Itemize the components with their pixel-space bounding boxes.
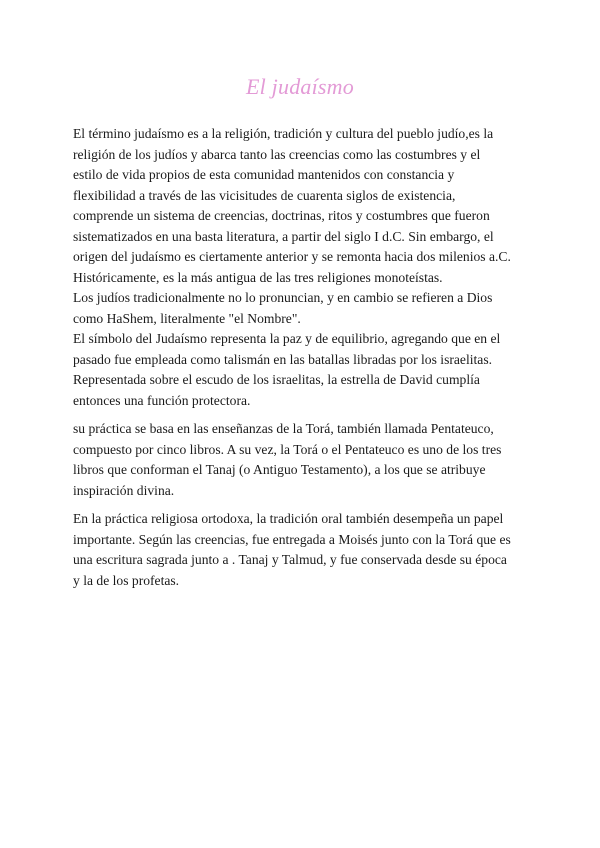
text-line: y la de los profetas. xyxy=(73,572,180,588)
text-line: entonces una función protectora. xyxy=(73,392,251,408)
text-line: Históricamente, es la más antigua de las tres religiones monoteístas. xyxy=(73,269,443,285)
text-line: pasado fue empleada como talismán en las batallas libradas por los israelitas. xyxy=(73,351,493,367)
paragraph-1 xyxy=(73,124,533,411)
text-line: religión de los judíos y abarca tanto las creencias como las costumbres y el xyxy=(73,146,481,162)
text-line: En la práctica religiosa ortodoxa, la tradición oral también desempeña un papel xyxy=(73,511,504,526)
paragraph-2 xyxy=(73,419,533,501)
text-line: su práctica se basa en las enseñanzas de la Torá, también llamada Pentateuco, xyxy=(73,421,494,436)
document-body xyxy=(73,124,533,591)
text-line: importante. Según las creencias, fue entregada a Moisés junto con la Torá que es xyxy=(73,531,511,547)
text-line: comprende un sistema de creencias, doctrinas, ritos y costumbres que fueron xyxy=(73,208,490,223)
text-line: libros que conforman el Tanaj (o Antiguo Testamento), a los que se atribuye xyxy=(73,462,486,477)
text-line: flexibilidad a través de las vicisitudes de cuarenta siglos de existencia, xyxy=(73,187,456,203)
text-line: estilo de vida propios de esta comunidad mantenidos con constancia y xyxy=(73,167,455,182)
paragraph-spacer xyxy=(73,411,533,419)
paragraph-spacer xyxy=(73,501,533,509)
text-line: compuesto por cinco libros. A su vez, la Torá o el Pentateuco es uno de los tres xyxy=(73,441,502,457)
text-line: El término judaísmo es a la religión, tradición y cultura del pueblo judío,es la xyxy=(73,126,494,141)
text-line: una escritura sagrada junto a . Tanaj y Talmud, y fue conservada desde su época xyxy=(73,552,507,567)
paragraph-3 xyxy=(73,509,533,591)
text-line: origen del judaísmo es ciertamente anterior y se remonta hacia dos milenios a.C. xyxy=(73,249,511,264)
text-line: Los judíos tradicionalmente no lo pronuncian, y en cambio se refieren a Dios xyxy=(73,290,493,305)
text-line: como HaShem, literalmente "el Nombre". xyxy=(73,310,301,326)
document-title: El judaísmo xyxy=(246,74,354,99)
text-line: sistematizados en una basta literatura, a partir del siglo I d.C. Sin embargo, el xyxy=(73,228,494,244)
text-line: inspiración divina. xyxy=(73,482,175,498)
text-line: El símbolo del Judaísmo representa la paz y de equilibrio, agregando que en el xyxy=(73,331,501,346)
text-line: Representada sobre el escudo de los israelitas, la estrella de David cumplía xyxy=(73,372,480,387)
